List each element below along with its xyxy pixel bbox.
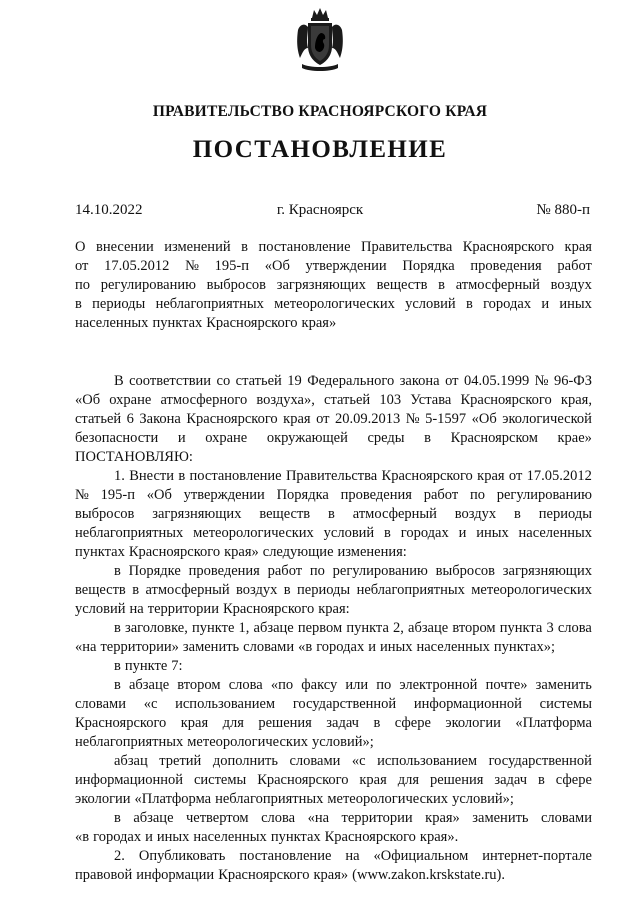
body-line	[75, 695, 592, 714]
word: для	[397, 772, 420, 788]
word: Закона	[139, 411, 181, 427]
word: Правительства	[361, 239, 453, 255]
word: решения	[429, 772, 484, 788]
word: работ	[267, 563, 303, 579]
word: «в	[75, 829, 90, 845]
body-line	[75, 543, 592, 562]
word: в	[114, 563, 121, 579]
word: для	[222, 715, 244, 731]
word: втором	[452, 620, 496, 636]
word: иных	[559, 296, 592, 312]
word: загрязняющих	[276, 277, 366, 293]
word: в	[241, 239, 248, 255]
title-line	[75, 257, 592, 276]
word: соответствии	[129, 373, 212, 389]
word: 195-п	[100, 487, 135, 503]
word: регулированию	[496, 487, 592, 503]
word: в	[132, 582, 140, 598]
word: пункте	[192, 620, 235, 636]
word: Красноярского	[257, 772, 349, 788]
word: населенных	[75, 315, 149, 331]
word: 1,	[238, 620, 250, 636]
word: следующие	[262, 544, 334, 560]
word: экологической	[502, 411, 592, 427]
word: от	[508, 468, 523, 484]
document-date: 14.10.2022	[75, 202, 143, 218]
word: «по	[270, 677, 294, 693]
word: «Официальном	[373, 848, 469, 864]
word: абзаце	[408, 620, 449, 636]
word: Красноярского	[186, 411, 278, 427]
word: постановление	[189, 468, 282, 484]
word: загрязняющих	[502, 563, 592, 579]
word: территории	[147, 601, 219, 617]
word: веществ	[259, 506, 311, 522]
document-city: г. Красноярск	[276, 202, 364, 218]
body-line	[75, 600, 592, 619]
word: выбросов	[206, 277, 266, 293]
word: условий	[405, 296, 456, 312]
word: атмосферный	[455, 277, 540, 293]
word: первом	[297, 620, 343, 636]
word: словами	[541, 810, 592, 826]
word: постановление	[258, 239, 351, 255]
word: государственной	[292, 696, 397, 712]
word: Красноярского	[324, 829, 416, 845]
word: веществ	[376, 277, 428, 293]
word: третий	[159, 753, 202, 769]
document-number: № 880-п	[536, 202, 590, 218]
word: дополнить	[212, 753, 278, 769]
word: информационной	[75, 772, 184, 788]
word: пунктах	[75, 544, 125, 560]
word: №	[405, 411, 420, 427]
word: в	[178, 468, 186, 484]
word: края»	[301, 315, 337, 331]
word: Красноярского	[462, 239, 555, 255]
word: втором	[177, 677, 221, 693]
word: «с	[351, 753, 366, 769]
word: Красноярского	[75, 715, 167, 731]
body-line	[75, 676, 592, 695]
word: информационной	[413, 696, 522, 712]
body-line	[75, 790, 592, 809]
word: Федерального	[307, 373, 395, 389]
body-line	[75, 714, 592, 733]
word: проведения	[340, 487, 412, 503]
word: иных	[156, 829, 190, 845]
word: «Об	[471, 411, 497, 427]
word: Красноярского	[381, 468, 473, 484]
word: утверждении	[305, 258, 387, 274]
word: абзаце	[128, 677, 170, 693]
word: условий	[323, 525, 375, 541]
word: периоды	[297, 582, 351, 598]
word: края	[564, 239, 592, 255]
word: иных	[476, 525, 509, 541]
word: О	[75, 239, 86, 255]
resolution-title	[75, 238, 592, 333]
word: изменения:	[337, 544, 407, 560]
word: и	[145, 829, 153, 845]
word: экологии	[75, 791, 131, 807]
word: информации	[136, 867, 215, 883]
word: внесении	[95, 239, 154, 255]
word: в	[114, 677, 121, 693]
word: экологии	[445, 715, 501, 731]
word: условий»;	[311, 734, 374, 750]
body-line	[75, 505, 592, 524]
word: словами	[75, 696, 126, 712]
word: задач	[326, 715, 359, 731]
word: сфере	[555, 772, 592, 788]
word: в	[514, 506, 521, 522]
word: Внести	[129, 468, 174, 484]
word: абзац	[114, 753, 148, 769]
word: по	[469, 487, 485, 503]
word: условий»;	[452, 791, 514, 807]
word: факсу	[301, 677, 338, 693]
word: системы	[193, 772, 247, 788]
title-line	[75, 276, 592, 295]
word: словами	[289, 753, 341, 769]
word: 04.05.1999	[463, 373, 530, 389]
word: пункта	[346, 620, 389, 636]
body-line	[75, 657, 592, 676]
word: неблагоприятных	[356, 582, 465, 598]
word: почте»	[485, 677, 528, 693]
word: и	[177, 430, 186, 446]
word: Порядка	[276, 487, 329, 503]
word: городах	[316, 639, 365, 655]
word: заменить	[472, 810, 529, 826]
word: и	[541, 296, 550, 312]
word: №	[185, 258, 199, 274]
word: слова	[261, 810, 296, 826]
word: в	[114, 620, 121, 636]
title-line	[75, 314, 592, 333]
word: от	[75, 258, 89, 274]
coat-of-arms-emblem	[296, 8, 344, 72]
word: регулированию	[100, 277, 196, 293]
word: абзаце	[253, 620, 294, 636]
word: проведения	[470, 258, 542, 274]
word: на	[345, 848, 360, 864]
body-line	[75, 391, 592, 410]
word: в	[75, 296, 82, 312]
word: со	[216, 373, 231, 389]
word: 19	[287, 373, 302, 389]
word: Красноярского	[206, 315, 298, 331]
word: в	[465, 296, 473, 312]
word: 195-п	[214, 258, 249, 274]
word: охране	[109, 392, 152, 408]
title-line	[75, 238, 592, 257]
word: изменений	[164, 239, 231, 255]
word: системы	[539, 696, 592, 712]
word: 5-1597	[425, 411, 467, 427]
word: правовой	[75, 867, 133, 883]
word: метеорологических	[327, 791, 449, 807]
word: метеорологических	[193, 525, 314, 541]
body-line	[75, 733, 592, 752]
word: метеорологических	[187, 734, 308, 750]
document-type-title: ПОСТАНОВЛЕНИЕ	[192, 136, 448, 163]
word: метеорологических	[274, 296, 395, 312]
word: и	[368, 639, 376, 655]
word: «Об	[146, 487, 172, 503]
word: работ	[557, 258, 592, 274]
word: №	[534, 373, 549, 389]
word: «с	[143, 696, 158, 712]
word: населенных	[518, 525, 592, 541]
word: на	[129, 601, 144, 617]
word: пункте	[124, 658, 168, 674]
word: по	[75, 277, 91, 293]
word: Опубликовать	[138, 848, 226, 864]
word: и	[458, 525, 467, 541]
word: четвертом	[185, 810, 249, 826]
body-line	[75, 429, 592, 448]
body-line	[75, 581, 592, 600]
body-line	[75, 524, 592, 543]
word: «на	[75, 639, 97, 655]
word: неблагоприятных	[155, 296, 264, 312]
body-line	[75, 752, 592, 771]
word: использованием	[377, 753, 478, 769]
word: населенных	[193, 829, 267, 845]
word: загрязняющих	[152, 506, 242, 522]
word: охране	[205, 430, 248, 446]
word: городах	[400, 525, 449, 541]
word: территории	[341, 810, 413, 826]
word: 2,	[393, 620, 404, 636]
word: (www.zakon.krskstate.ru).	[352, 867, 506, 883]
word: в	[328, 506, 335, 522]
word: крае»	[557, 430, 592, 446]
word: Красноярского	[128, 544, 221, 560]
body-line	[75, 448, 592, 467]
word: 96-ФЗ	[553, 373, 592, 389]
word: метеорологических	[471, 582, 592, 598]
word: сфере	[394, 715, 431, 731]
word: городах	[483, 296, 532, 312]
word: пунктах»;	[493, 639, 556, 655]
word: в	[283, 582, 291, 598]
word: неблагоприятных	[215, 791, 324, 807]
word: Красноярского	[222, 601, 315, 617]
word: воздух	[236, 582, 278, 598]
word: №	[75, 487, 89, 503]
word: 17.05.2012	[104, 258, 170, 274]
word: среды	[367, 430, 405, 446]
word: пунктах	[270, 829, 321, 845]
body-line	[75, 619, 592, 638]
body-line	[75, 638, 592, 657]
word: слова	[557, 620, 592, 636]
government-name: ПРАВИТЕЛЬСТВО КРАСНОЯРСКОГО КРАЯ	[152, 103, 488, 120]
word: В	[114, 373, 124, 389]
word: в	[424, 430, 431, 446]
word: государственной	[488, 753, 592, 769]
word: заменить	[182, 639, 240, 655]
word: электронной	[399, 677, 478, 693]
body-line	[75, 372, 592, 391]
word: атмосферный	[352, 506, 437, 522]
word: атмосферного	[160, 392, 248, 408]
word: 1.	[114, 468, 125, 484]
word: Устава	[410, 392, 452, 408]
word: в	[438, 277, 445, 293]
word: в	[114, 810, 121, 826]
word: условий	[75, 601, 126, 617]
word: «Платформа	[134, 791, 212, 807]
word: Красноярском	[450, 430, 538, 446]
word: безопасности	[75, 430, 159, 446]
word: края».	[419, 829, 459, 845]
word: веществ	[75, 582, 126, 598]
word: выбросов	[75, 506, 135, 522]
word: «Платформа	[515, 715, 592, 731]
word: края»	[224, 544, 259, 560]
word: Красноярского	[218, 867, 310, 883]
word: края	[359, 772, 387, 788]
word: по	[309, 563, 325, 579]
word: края:	[318, 601, 350, 617]
body-line	[75, 467, 592, 486]
word: словами	[243, 639, 295, 655]
word: задач	[494, 772, 528, 788]
word: периоды	[538, 506, 592, 522]
word: в	[537, 772, 545, 788]
body-line	[75, 771, 592, 790]
word: воздух	[454, 506, 497, 522]
word: Правительства	[285, 468, 378, 484]
body-line	[75, 486, 592, 505]
word: края»	[425, 810, 460, 826]
word: Красноярского	[460, 392, 552, 408]
word: атмосферный	[145, 582, 230, 598]
word: «в	[298, 639, 313, 655]
word: пунктах	[152, 315, 203, 331]
word: закона	[399, 373, 440, 389]
word: или	[345, 677, 369, 693]
word: в	[114, 658, 121, 674]
word: интернет-портале	[482, 848, 592, 864]
word: от	[445, 373, 459, 389]
word: слова	[228, 677, 263, 693]
word: регулированию	[332, 563, 428, 579]
word: 17.05.2012	[526, 468, 592, 484]
body-line	[75, 866, 592, 885]
title-line	[75, 295, 592, 314]
word: заменить	[535, 677, 592, 693]
word: статьей	[324, 392, 371, 408]
word: воздуха»,	[256, 392, 315, 408]
word: населенных	[416, 639, 490, 655]
word: постановление	[239, 848, 332, 864]
word: «Об	[264, 258, 290, 274]
word: 6	[126, 411, 134, 427]
word: 103	[379, 392, 402, 408]
word: неблагоприятных	[75, 525, 184, 541]
word: статьей	[75, 411, 122, 427]
word: в	[384, 525, 391, 541]
word: края	[180, 715, 209, 731]
word: иных	[379, 639, 413, 655]
body-line	[75, 809, 592, 828]
resolution-body	[75, 372, 592, 885]
word: «на	[307, 810, 330, 826]
word: работ	[423, 487, 459, 503]
word: воздух	[550, 277, 592, 293]
word: окружающей	[266, 430, 348, 446]
word: края»	[313, 867, 349, 883]
word: ПОСТАНОВЛЯЮ:	[75, 449, 193, 465]
word: территории»	[100, 639, 179, 655]
word: заголовке,	[124, 620, 188, 636]
word: пункта	[499, 620, 543, 636]
word: решения	[258, 715, 312, 731]
word: неблагоприятных	[75, 734, 184, 750]
body-line	[75, 562, 592, 581]
word: 20.09.2013	[334, 411, 401, 427]
word: использованием	[175, 696, 276, 712]
word: 2.	[114, 848, 125, 864]
word: абзаце	[133, 810, 174, 826]
body-line	[75, 828, 592, 847]
word: периоды	[92, 296, 146, 312]
word: края,	[560, 392, 592, 408]
word: 7:	[171, 658, 183, 674]
word: утверждении	[183, 487, 265, 503]
word: проведения	[188, 563, 260, 579]
word: статьей	[235, 373, 282, 389]
word: 3	[546, 620, 554, 636]
word: края	[283, 411, 311, 427]
word: от	[316, 411, 330, 427]
body-line	[75, 847, 592, 866]
word: «Об	[75, 392, 101, 408]
word: по	[376, 677, 392, 693]
word: Порядке	[128, 563, 181, 579]
word: края	[477, 468, 505, 484]
word: в	[373, 715, 381, 731]
word: выбросов	[435, 563, 495, 579]
word: городах	[93, 829, 142, 845]
word: Порядка	[402, 258, 455, 274]
body-line	[75, 410, 592, 429]
